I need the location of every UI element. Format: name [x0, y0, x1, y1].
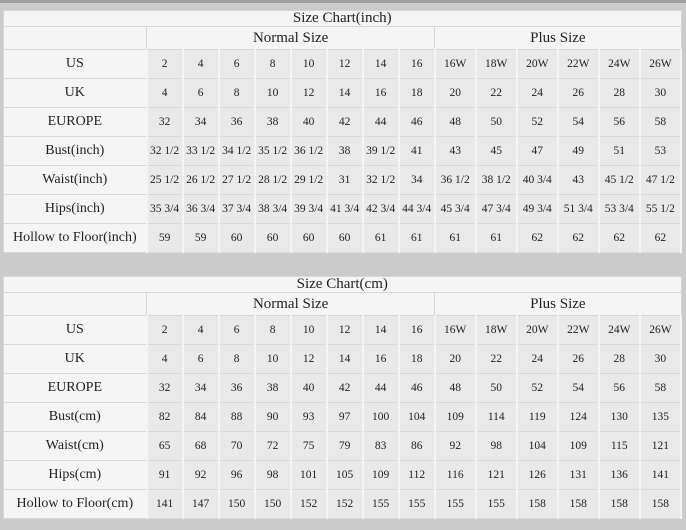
size-value-cell: 20: [435, 345, 476, 374]
size-value-cell: 135: [640, 403, 681, 432]
size-value-cell: 46: [399, 374, 435, 403]
size-value-cell: 20W: [517, 316, 558, 345]
size-value-cell: 48: [435, 108, 476, 137]
size-value-cell: 24W: [599, 50, 640, 79]
size-value-cell: 56: [599, 374, 640, 403]
size-value-cell: 16: [399, 316, 435, 345]
size-value-cell: 10: [255, 345, 291, 374]
size-value-cell: 124: [558, 403, 599, 432]
size-value-cell: 109: [558, 432, 599, 461]
size-value-cell: 33 1/2: [183, 137, 219, 166]
size-value-cell: 24: [517, 79, 558, 108]
size-value-cell: 83: [363, 432, 399, 461]
size-value-cell: 2: [147, 316, 183, 345]
size-value-cell: 96: [219, 461, 255, 490]
table-row: [4, 374, 682, 403]
size-value-cell: 6: [219, 316, 255, 345]
size-value-cell: 28 1/2: [255, 166, 291, 195]
size-value-cell: 155: [399, 490, 435, 519]
size-value-cell: 150: [255, 490, 291, 519]
size-value-cell: 36: [219, 374, 255, 403]
size-value-cell: 88: [219, 403, 255, 432]
size-value-cell: 47 1/2: [640, 166, 681, 195]
size-value-cell: 101: [291, 461, 327, 490]
size-value-cell: 34 1/2: [219, 137, 255, 166]
size-value-cell: 91: [147, 461, 183, 490]
size-value-cell: 98: [255, 461, 291, 490]
size-value-cell: 42 3/4: [363, 195, 399, 224]
corner-cell: [4, 293, 147, 316]
size-value-cell: 16W: [435, 50, 476, 79]
size-value-cell: 36 1/2: [291, 137, 327, 166]
size-value-cell: 44: [363, 374, 399, 403]
size-value-cell: 4: [147, 345, 183, 374]
size-value-cell: 155: [476, 490, 517, 519]
row-label: Bust(cm): [4, 403, 147, 432]
size-value-cell: 60: [255, 224, 291, 253]
size-value-cell: 90: [255, 403, 291, 432]
size-value-cell: 59: [183, 224, 219, 253]
size-value-cell: 49 3/4: [517, 195, 558, 224]
size-value-cell: 8: [255, 316, 291, 345]
size-value-cell: 93: [291, 403, 327, 432]
plus-size-header: Plus Size: [435, 27, 681, 50]
size-value-cell: 18: [399, 79, 435, 108]
size-value-cell: 4: [147, 79, 183, 108]
size-value-cell: 14: [363, 50, 399, 79]
size-value-cell: 52: [517, 374, 558, 403]
row-label: US: [4, 50, 147, 79]
size-chart-cm-table: [3, 276, 682, 519]
size-value-cell: 61: [435, 224, 476, 253]
row-label: Hips(inch): [4, 195, 147, 224]
size-value-cell: 115: [599, 432, 640, 461]
size-value-cell: 92: [435, 432, 476, 461]
size-value-cell: 43: [558, 166, 599, 195]
size-value-cell: 22: [476, 79, 517, 108]
size-value-cell: 147: [183, 490, 219, 519]
size-value-cell: 60: [327, 224, 363, 253]
size-value-cell: 18W: [476, 50, 517, 79]
size-value-cell: 42: [327, 374, 363, 403]
size-value-cell: 60: [291, 224, 327, 253]
row-label: EUROPE: [4, 374, 147, 403]
size-value-cell: 126: [517, 461, 558, 490]
size-value-cell: 121: [476, 461, 517, 490]
size-value-cell: 92: [183, 461, 219, 490]
size-value-cell: 34: [183, 374, 219, 403]
size-value-cell: 62: [599, 224, 640, 253]
size-value-cell: 41 3/4: [327, 195, 363, 224]
size-value-cell: 131: [558, 461, 599, 490]
size-value-cell: 26W: [640, 316, 681, 345]
size-value-cell: 38: [327, 137, 363, 166]
size-value-cell: 45 1/2: [599, 166, 640, 195]
size-value-cell: 2: [147, 50, 183, 79]
size-value-cell: 152: [291, 490, 327, 519]
size-value-cell: 109: [363, 461, 399, 490]
size-value-cell: 16: [363, 79, 399, 108]
row-label: Hips(cm): [4, 461, 147, 490]
table-title: Size Chart(inch): [4, 11, 682, 27]
size-value-cell: 8: [255, 50, 291, 79]
table-row: [4, 316, 682, 345]
size-value-cell: 158: [640, 490, 681, 519]
size-value-cell: 47: [517, 137, 558, 166]
table-title: Size Chart(cm): [4, 277, 682, 293]
size-value-cell: 98: [476, 432, 517, 461]
size-value-cell: 4: [183, 316, 219, 345]
table-row: [4, 195, 682, 224]
size-value-cell: 130: [599, 403, 640, 432]
size-value-cell: 30: [640, 79, 681, 108]
row-label: Hollow to Floor(inch): [4, 224, 147, 253]
table-row: [4, 403, 682, 432]
size-value-cell: 40: [291, 108, 327, 137]
size-value-cell: 6: [219, 50, 255, 79]
size-value-cell: 20W: [517, 50, 558, 79]
size-value-cell: 22: [476, 345, 517, 374]
table-row: [4, 461, 682, 490]
row-label: Waist(cm): [4, 432, 147, 461]
table-row: [4, 50, 682, 79]
size-value-cell: 152: [327, 490, 363, 519]
size-value-cell: 36 1/2: [435, 166, 476, 195]
size-value-cell: 61: [399, 224, 435, 253]
size-value-cell: 45: [476, 137, 517, 166]
size-value-cell: 41: [399, 137, 435, 166]
size-value-cell: 56: [599, 108, 640, 137]
size-value-cell: 16: [363, 345, 399, 374]
size-chart-inch-table: [3, 10, 682, 253]
size-value-cell: 24: [517, 345, 558, 374]
size-value-cell: 26 1/2: [183, 166, 219, 195]
size-value-cell: 55 1/2: [640, 195, 681, 224]
size-value-cell: 26W: [640, 50, 681, 79]
size-value-cell: 32 1/2: [147, 137, 183, 166]
size-value-cell: 32: [147, 108, 183, 137]
size-value-cell: 12: [327, 316, 363, 345]
row-label: EUROPE: [4, 108, 147, 137]
size-value-cell: 86: [399, 432, 435, 461]
size-value-cell: 25 1/2: [147, 166, 183, 195]
size-value-cell: 58: [640, 108, 681, 137]
size-value-cell: 61: [476, 224, 517, 253]
table-row: [4, 490, 682, 519]
size-value-cell: 51 3/4: [558, 195, 599, 224]
table-row: [4, 432, 682, 461]
size-value-cell: 40 3/4: [517, 166, 558, 195]
row-label: Hollow to Floor(cm): [4, 490, 147, 519]
size-value-cell: 38: [255, 374, 291, 403]
size-value-cell: 51: [599, 137, 640, 166]
size-value-cell: 26: [558, 345, 599, 374]
size-value-cell: 59: [147, 224, 183, 253]
size-value-cell: 79: [327, 432, 363, 461]
size-value-cell: 43: [435, 137, 476, 166]
size-value-cell: 8: [219, 345, 255, 374]
row-label: UK: [4, 345, 147, 374]
size-value-cell: 4: [183, 50, 219, 79]
size-value-cell: 22W: [558, 50, 599, 79]
size-value-cell: 34: [183, 108, 219, 137]
size-value-cell: 61: [363, 224, 399, 253]
size-value-cell: 109: [435, 403, 476, 432]
size-value-cell: 39 1/2: [363, 137, 399, 166]
size-value-cell: 47 3/4: [476, 195, 517, 224]
size-value-cell: 112: [399, 461, 435, 490]
normal-size-header: Normal Size: [147, 293, 435, 316]
row-label: US: [4, 316, 147, 345]
size-value-cell: 10: [291, 316, 327, 345]
normal-size-header: Normal Size: [147, 27, 435, 50]
size-value-cell: 48: [435, 374, 476, 403]
size-value-cell: 38 1/2: [476, 166, 517, 195]
size-value-cell: 52: [517, 108, 558, 137]
size-value-cell: 62: [517, 224, 558, 253]
size-value-cell: 18W: [476, 316, 517, 345]
table-row: [4, 345, 682, 374]
size-value-cell: 28: [599, 79, 640, 108]
size-value-cell: 40: [291, 374, 327, 403]
size-value-cell: 49: [558, 137, 599, 166]
size-value-cell: 50: [476, 108, 517, 137]
size-value-cell: 62: [640, 224, 681, 253]
size-value-cell: 104: [517, 432, 558, 461]
size-chart-page: [0, 3, 686, 519]
table-row: [4, 137, 682, 166]
size-value-cell: 50: [476, 374, 517, 403]
size-value-cell: 16: [399, 50, 435, 79]
size-value-cell: 158: [558, 490, 599, 519]
table-row: [4, 108, 682, 137]
size-value-cell: 46: [399, 108, 435, 137]
size-value-cell: 32 1/2: [363, 166, 399, 195]
size-value-cell: 29 1/2: [291, 166, 327, 195]
size-value-cell: 53: [640, 137, 681, 166]
column-group-row: [4, 293, 682, 316]
corner-cell: [4, 27, 147, 50]
size-value-cell: 12: [327, 50, 363, 79]
size-value-cell: 16W: [435, 316, 476, 345]
size-value-cell: 62: [558, 224, 599, 253]
size-value-cell: 136: [599, 461, 640, 490]
size-value-cell: 75: [291, 432, 327, 461]
size-value-cell: 116: [435, 461, 476, 490]
size-value-cell: 150: [219, 490, 255, 519]
size-value-cell: 141: [147, 490, 183, 519]
size-value-cell: 28: [599, 345, 640, 374]
size-value-cell: 141: [640, 461, 681, 490]
size-value-cell: 8: [219, 79, 255, 108]
size-value-cell: 39 3/4: [291, 195, 327, 224]
row-label: UK: [4, 79, 147, 108]
size-value-cell: 44 3/4: [399, 195, 435, 224]
size-value-cell: 26: [558, 79, 599, 108]
size-value-cell: 60: [219, 224, 255, 253]
size-value-cell: 105: [327, 461, 363, 490]
row-label: Waist(inch): [4, 166, 147, 195]
size-value-cell: 54: [558, 108, 599, 137]
size-value-cell: 12: [291, 79, 327, 108]
size-value-cell: 35 1/2: [255, 137, 291, 166]
table-title-row: [4, 11, 682, 27]
size-value-cell: 58: [640, 374, 681, 403]
size-value-cell: 10: [291, 50, 327, 79]
size-value-cell: 36 3/4: [183, 195, 219, 224]
size-value-cell: 31: [327, 166, 363, 195]
size-rows-cm: [4, 316, 682, 519]
size-value-cell: 54: [558, 374, 599, 403]
size-value-cell: 114: [476, 403, 517, 432]
size-value-cell: 6: [183, 345, 219, 374]
size-value-cell: 37 3/4: [219, 195, 255, 224]
size-value-cell: 14: [363, 316, 399, 345]
size-value-cell: 35 3/4: [147, 195, 183, 224]
size-value-cell: 70: [219, 432, 255, 461]
plus-size-header: Plus Size: [435, 293, 681, 316]
size-value-cell: 100: [363, 403, 399, 432]
size-value-cell: 12: [291, 345, 327, 374]
size-value-cell: 53 3/4: [599, 195, 640, 224]
size-value-cell: 158: [599, 490, 640, 519]
size-value-cell: 84: [183, 403, 219, 432]
size-value-cell: 65: [147, 432, 183, 461]
row-label: Bust(inch): [4, 137, 147, 166]
size-value-cell: 72: [255, 432, 291, 461]
size-value-cell: 32: [147, 374, 183, 403]
size-value-cell: 104: [399, 403, 435, 432]
size-value-cell: 22W: [558, 316, 599, 345]
table-row: [4, 79, 682, 108]
size-value-cell: 68: [183, 432, 219, 461]
size-value-cell: 82: [147, 403, 183, 432]
size-value-cell: 158: [517, 490, 558, 519]
size-value-cell: 45 3/4: [435, 195, 476, 224]
size-value-cell: 34: [399, 166, 435, 195]
size-value-cell: 38 3/4: [255, 195, 291, 224]
size-value-cell: 14: [327, 345, 363, 374]
size-value-cell: 121: [640, 432, 681, 461]
table-title-row: [4, 277, 682, 293]
size-value-cell: 119: [517, 403, 558, 432]
size-value-cell: 44: [363, 108, 399, 137]
size-value-cell: 38: [255, 108, 291, 137]
size-value-cell: 27 1/2: [219, 166, 255, 195]
size-value-cell: 97: [327, 403, 363, 432]
size-value-cell: 14: [327, 79, 363, 108]
size-value-cell: 155: [435, 490, 476, 519]
size-value-cell: 6: [183, 79, 219, 108]
size-value-cell: 36: [219, 108, 255, 137]
size-value-cell: 10: [255, 79, 291, 108]
size-value-cell: 24W: [599, 316, 640, 345]
table-row: [4, 166, 682, 195]
size-value-cell: 42: [327, 108, 363, 137]
size-value-cell: 20: [435, 79, 476, 108]
size-value-cell: 155: [363, 490, 399, 519]
size-rows-inch: [4, 50, 682, 253]
size-value-cell: 30: [640, 345, 681, 374]
table-row: [4, 224, 682, 253]
size-value-cell: 18: [399, 345, 435, 374]
column-group-row: [4, 27, 682, 50]
